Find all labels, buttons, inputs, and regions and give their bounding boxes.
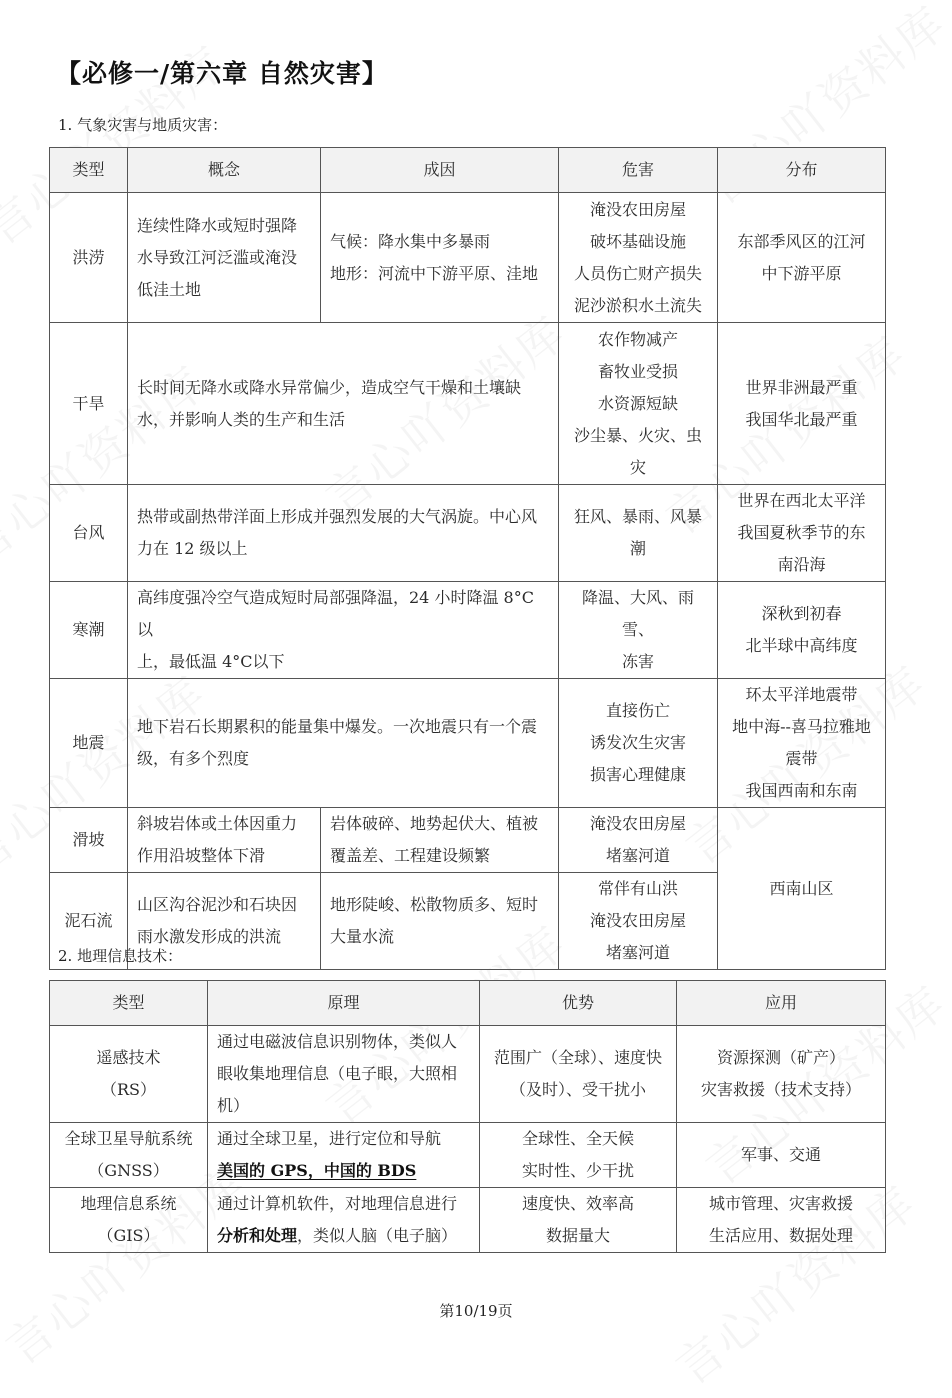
geoinfo-table [49,980,886,1253]
column-header: 分布 [718,148,886,193]
cell-application: 城市管理、灾害救援 生活应用、数据处理 [677,1188,886,1253]
cell-harm: 农作物减产 畜牧业受损 水资源短缺 沙尘暴、火灾、虫 灾 [559,323,718,485]
section-heading-disasters: 1. 气象灾害与地质灾害： [58,116,228,134]
cell-advantage: 范围广（全球）、速度快 （及时）、受干扰小 [480,1026,677,1123]
cell-type: 干旱 [50,323,128,485]
cell-type: 洪涝 [50,193,128,323]
cell-concept: 高纬度强冷空气造成短时局部强降温，24 小时降温 8°C以 上，最低温 4°C以下 [128,582,559,679]
cell-cause: 地形陡峻、松散物质多、短时 大量水流 [321,873,559,970]
cell-principle: 通过全球卫星，进行定位和导航 美国的 GPS，中国的 BDS [208,1123,480,1188]
table-row-rs [50,1026,886,1123]
column-header: 成因 [321,148,559,193]
cell-concept: 长时间无降水或降水异常偏少，造成空气干燥和土壤缺 水，并影响人类的生产和生活 [128,323,559,485]
table-row-earthquake [50,679,886,808]
cell-concept: 连续性降水或短时强降 水导致江河泛滥或淹没 低洼土地 [128,193,321,323]
cell-distribution: 东部季风区的江河 中下游平原 [718,193,886,323]
table-row-landslide [50,808,886,873]
cell-distribution: 世界在西北太平洋 我国夏秋季节的东 南沿海 [718,485,886,582]
emphasis-gps-bds: 美国的 GPS，中国的 BDS [217,1161,417,1180]
table-row-flood [50,193,886,323]
table-header-row [50,148,886,193]
cell-harm: 常伴有山洪 淹没农田房屋 堵塞河道 [559,873,718,970]
cell-type: 地震 [50,679,128,808]
cell-principle: 通过计算机软件，对地理信息进行 分析和处理，类似人脑（电子脑） [208,1188,480,1253]
cell-type: 泥石流 [50,873,128,970]
table-row-gnss [50,1123,886,1188]
cell-harm: 狂风、暴雨、风暴 潮 [559,485,718,582]
cell-concept: 热带或副热带洋面上形成并强烈发展的大气涡旋。中心风 力在 12 级以上 [128,485,559,582]
cell-concept: 地下岩石长期累积的能量集中爆发。一次地震只有一个震 级，有多个烈度 [128,679,559,808]
cell-distribution: 环太平洋地震带 地中海--喜马拉雅地 震带 我国西南和东南 [718,679,886,808]
table-row-drought [50,323,886,485]
cell-advantage: 全球性、全天候 实时性、少干扰 [480,1123,677,1188]
cell-concept: 斜坡岩体或土体因重力 作用沿坡整体下滑 [128,808,321,873]
cell-application: 军事、交通 [677,1123,886,1188]
cell-harm: 降温、大风、雨雪、 冻害 [559,582,718,679]
cell-type: 寒潮 [50,582,128,679]
cell-principle: 通过电磁波信息识别物体，类似人 眼收集地理信息（电子眼，大照相 机） [208,1026,480,1123]
cell-advantage: 速度快、效率高 数据量大 [480,1188,677,1253]
column-header: 应用 [677,981,886,1026]
cell-cause: 岩体破碎、地势起伏大、植被 覆盖差、工程建设频繁 [321,808,559,873]
cell-type: 台风 [50,485,128,582]
cell-type: 遥感技术 （RS） [50,1026,208,1123]
cell-type: 滑坡 [50,808,128,873]
page-title: 【必修一/第六章 自然灾害】 [56,59,388,88]
cell-distribution-shared: 西南山区 [718,808,886,970]
section-heading-geoinfo: 2. 地理信息技术： [58,947,183,965]
cell-distribution: 世界非洲最严重 我国华北最严重 [718,323,886,485]
column-header: 优势 [480,981,677,1026]
cell-application: 资源探测（矿产） 灾害救援（技术支持） [677,1026,886,1123]
cell-harm: 淹没农田房屋 破坏基础设施 人员伤亡财产损失 泥沙淤积水土流失 [559,193,718,323]
cell-distribution: 深秋到初春 北半球中高纬度 [718,582,886,679]
table-row-coldwave [50,582,886,679]
column-header: 概念 [128,148,321,193]
cell-concept: 山区沟谷泥沙和石块因 雨水激发形成的洪流 [128,873,321,970]
column-header: 类型 [50,148,128,193]
cell-harm: 淹没农田房屋 堵塞河道 [559,808,718,873]
table-header-row [50,981,886,1026]
cell-type: 全球卫星导航系统 （GNSS） [50,1123,208,1188]
emphasis-analysis: 分析和处理 [217,1226,298,1245]
page-number: 第10/19页 [439,1302,513,1320]
column-header: 类型 [50,981,208,1026]
cell-cause: 气候：降水集中多暴雨 地形：河流中下游平原、洼地 [321,193,559,323]
cell-harm: 直接伤亡 诱发次生灾害 损害心理健康 [559,679,718,808]
column-header: 原理 [208,981,480,1026]
cell-type: 地理信息系统 （GIS） [50,1188,208,1253]
table-row-gis [50,1188,886,1253]
table-row-typhoon [50,485,886,582]
column-header: 危害 [559,148,718,193]
disaster-table [49,147,886,970]
